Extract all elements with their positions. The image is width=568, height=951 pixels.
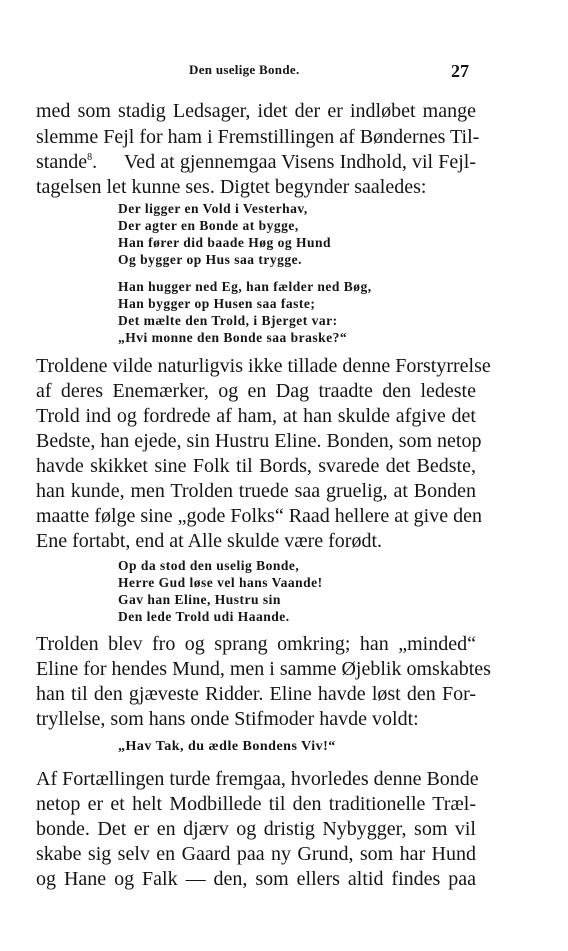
- verse-line: Han bygger op Husen saa faste;: [118, 296, 316, 311]
- paragraph-line: tryllelse, som hans onde Stifmoder havde voldt:: [36, 708, 419, 730]
- verse-line: Herre Gud løse vel hans Vaande!: [118, 575, 323, 590]
- paragraph-line: Ene fortabt, end at Alle skulde være forødt.: [36, 530, 383, 552]
- paragraph-line: tagelsen let kunne ses. Digtet begynder saaledes:: [36, 176, 427, 198]
- paragraph-line: netop er et helt Modbillede til den traditionelle Træl-: [36, 793, 476, 815]
- verse-line: Den lede Trold udi Haande.: [118, 609, 290, 624]
- paragraph-line: maatte følge sine „gode Folks“ Raad hellere at give den: [36, 505, 482, 527]
- verse-line: Der ligger en Vold i Vesterhav,: [118, 201, 308, 216]
- paragraph-line: [36, 149, 97, 175]
- paragraph-line: og Hane og Falk — den, som ellers altid findes paa: [36, 868, 476, 890]
- running-head: [0, 62, 568, 82]
- paragraph-line: han kunde, men Trolden truede saa gruelig, at Bonden: [36, 480, 476, 502]
- paragraph-line: Eline for hendes Mund, men i samme Øjeblik omskabtes: [36, 658, 491, 680]
- paragraph-line: af deres Enemærker, og en Dag traadte den ledeste: [36, 380, 476, 402]
- paragraph-line: havde skikket sine Folk til Bords, svarede det Bedste,: [36, 455, 476, 477]
- paragraph-line: Trolden blev fro og sprang omkring; han „minded“: [36, 633, 476, 655]
- paragraph-line: med som stadig Ledsager, idet der er indløbet mange: [36, 100, 476, 122]
- verse-line: Op da stod den uselig Bonde,: [118, 558, 300, 573]
- paragraph-line: bonde. Det er en djærv og dristig Nybygger, som vil: [36, 818, 476, 840]
- quoted-verse-line: „Hav Tak, du ædle Bondens Viv!“: [118, 739, 336, 754]
- footnote-marker: 8: [87, 152, 93, 163]
- paragraph-line: Trold ind og fordrede af ham, at han skulde afgive det: [36, 405, 476, 427]
- page-number: 27: [451, 61, 469, 81]
- paragraph-line: Bedste, han ejede, sin Hustru Eline. Bonden, som netop: [36, 430, 482, 452]
- paragraph-line: skabe sig selv en Gaard paa ny Grund, som har Hund: [36, 843, 476, 865]
- verse-line: Der agter en Bonde at bygge,: [118, 218, 299, 233]
- verse-line: Han hugger ned Eg, han fælder ned Bøg,: [118, 279, 372, 294]
- running-title: Den uselige Bonde.: [189, 62, 300, 77]
- verse-line: Han fører did baade Høg og Hund: [118, 235, 332, 250]
- verse-line: Gav han Eline, Hustru sin: [118, 592, 281, 607]
- paragraph-line: Ved at gjennemgaa Visens Indhold, vil Fejl-: [124, 151, 476, 173]
- paragraph-text: stande: [36, 151, 88, 173]
- footnote-punct: .: [92, 151, 98, 173]
- verse-line: Det mælte den Trold, i Bjerget var:: [118, 313, 338, 328]
- paragraph-line: Troldene vilde naturligvis ikke tillade denne Forstyrrelse: [36, 355, 491, 377]
- verse-line: Og bygger op Hus saa trygge.: [118, 252, 303, 267]
- verse-line: „Hvi monne den Bonde saa braske?“: [118, 330, 348, 345]
- paragraph-line: han til den gjæveste Ridder. Eline havde løst den For-: [36, 683, 476, 705]
- paragraph-line: slemme Fejl for ham i Fremstillingen af Bøndernes Til-: [36, 126, 480, 148]
- paragraph-line: Af Fortællingen turde fremgaa, hvorledes denne Bonde: [36, 768, 479, 790]
